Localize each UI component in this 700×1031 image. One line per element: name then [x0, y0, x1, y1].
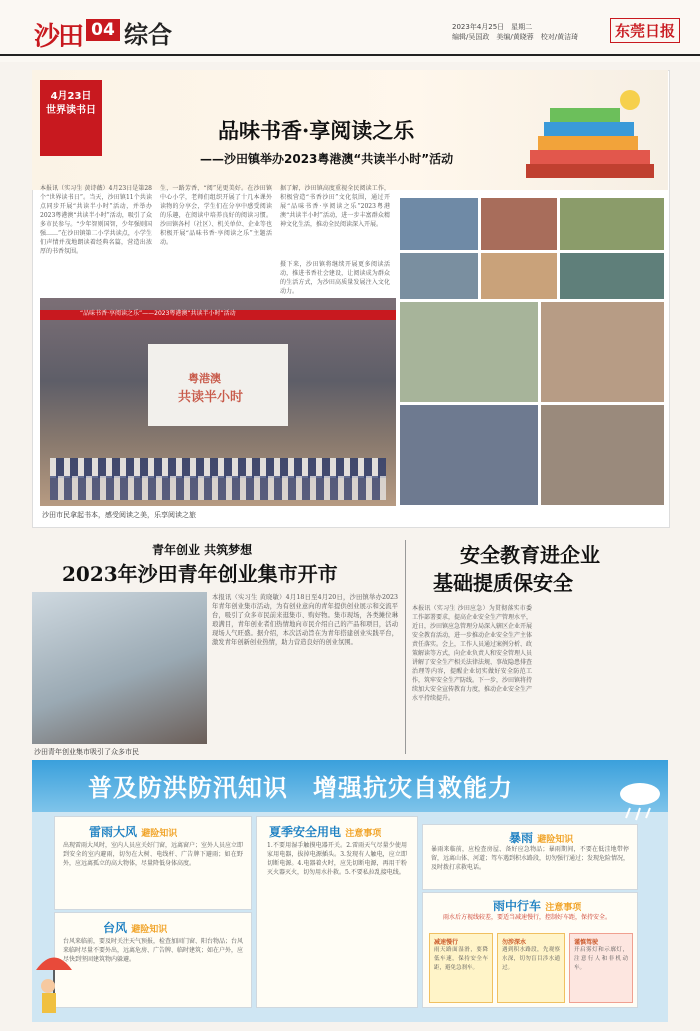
books-illustration — [520, 80, 660, 190]
youth-kicker: 青年创业 共筑梦想 — [152, 543, 253, 557]
photo-youth-market — [32, 592, 207, 744]
screen-text-2: 共读半小时 — [178, 390, 244, 405]
photo-students-reading-1 — [400, 198, 478, 250]
panel-typhoon-text: 台风来临前，要及时关注天气预报，检查加固门窗、阳台物品；台风来临时尽量不要外出，远离危房、广告牌、临时建筑；如在户外，应尽快到坚固建筑物内躲避。 — [63, 938, 244, 963]
editor-line: 编辑/吴国政 美编/黄晓蓉 校对/黄洁琦 — [452, 33, 579, 41]
panel-typhoon-title: 台风 避险知识 — [103, 921, 168, 935]
paper-name: 东莞日报 — [610, 18, 680, 43]
date-ribbon — [40, 80, 102, 156]
youth-title: 2023年沙田青年创业集市开市 — [62, 562, 338, 586]
tip-box-avoid-water-title: 勿涉深水 — [502, 939, 527, 946]
rain-cloud-illustration — [616, 776, 664, 826]
tip-box-slow-down — [429, 933, 493, 1003]
panel-summer-electricity — [256, 816, 418, 1008]
feature-col-2: 生，一路芳香，“阅”见更美好。在沙田镇中心小学，老师们组织开展了十几本课外读物的分享会，学生们在分享中感受阅读的乐趣，在阅读中培养良好的阅读习惯。沙田镇各村（社区）、机关单位、企业等也积极开展“品味书香·享阅读之乐”主题活动。 — [160, 185, 272, 246]
feature-col-3: 据了解，沙田镇高度重视全民阅读工作，积极营造“书香沙田”文化氛围，通过开展“品味书香·享阅读之乐”2023粤港澳“共读半小时”活动，进一步丰富群众精神文化生活，推动全民阅读深入开展。 — [280, 185, 390, 228]
safety-body: 本报讯（实习生 沙田应急）为贯彻落实市委工作部署要求，提高企业安全生产管理水平，近日，沙田镇应急管理分局深入辖区企业开展安全教育活动，进一步推动企业安全生产主体责任落实。会上，工作人员通过案例分析、政策解读等方式，向企业负责人和安全管理人员讲解了安全生产相关法律法规、事故隐患排查治理等内容，提醒企业切实做好安全防范工作，筑牢安全生产防线。下一步，沙田镇将持续加大安全宣传教育力度，推动企业安全生产水平持续提升。 — [412, 605, 533, 702]
tip-box-drive-carefully — [569, 933, 633, 1003]
masthead-rule — [0, 54, 700, 56]
tip-box-slow-down-text: 雨天路面湿滑，要降低车速，保持安全车距，避免急刹车。 — [434, 947, 488, 971]
logo: 沙田 — [34, 22, 83, 52]
masthead-meta — [452, 22, 612, 42]
photo-students-reading-4 — [400, 253, 478, 299]
safety-title-line-2: 基础提质保安全 — [433, 571, 573, 595]
photo-students-reading-3 — [560, 198, 664, 250]
screen-text-1: 粤港澳 — [188, 372, 221, 385]
section-title: 综合 — [124, 21, 172, 49]
photo-students-reading-2 — [481, 198, 557, 250]
tip-box-avoid-water — [497, 933, 565, 1003]
panel-rain-driving-title: 雨中行车 注意事项 — [493, 899, 582, 913]
panel-rainstorm-title: 暴雨 避险知识 — [509, 831, 574, 845]
panel-thunderstorm — [54, 816, 252, 910]
panel-rainstorm — [422, 824, 638, 890]
panel-rain-driving — [422, 892, 638, 1008]
photo-group-reading — [400, 302, 538, 402]
tip-box-avoid-water-text: 遇到积水路段，先观察水深，切勿盲目涉水通过。 — [502, 947, 560, 971]
panel-rainstorm-text: 暴雨来临前，应检查房屋、备好应急物品；暴雨期间，不要在低洼地带停留，远离山体、河道；驾车遇到积水路段，切勿强行通过；发现危险情况，及时拨打求救电话。 — [431, 846, 630, 871]
panel-typhoon — [54, 912, 252, 1008]
feature-title: 品味书香·享阅读之乐 — [218, 118, 415, 143]
date-ribbon-text: 4月23日 世界读书日 — [46, 91, 96, 116]
feature-col-4: 摄下来，沙田镇将继续开展更多阅读活动，推进书香社会建设，让阅读成为群众的生活方式，为沙田高质量发展注入文化动力。 — [280, 261, 390, 295]
column-divider — [405, 540, 406, 754]
tip-box-drive-carefully-text: 开启雾灯和示廓灯，注意行人和非机动车。 — [574, 947, 628, 971]
panel-thunderstorm-title: 雷雨大风 避险知识 — [89, 825, 178, 839]
youth-caption: 沙田青年创业集市吸引了众多市民 — [34, 748, 139, 756]
page-number: 04 — [86, 19, 120, 41]
feature-caption: 沙田市民拿起书本，感受阅读之美，乐享阅读之旅 — [42, 511, 196, 519]
tip-box-drive-carefully-title: 谨慎驾驶 — [574, 939, 599, 946]
photo-staff-reading — [400, 405, 538, 505]
photo-auditorium — [40, 298, 396, 506]
tip-box-slow-down-title: 减速慢行 — [434, 939, 459, 946]
date-line: 2023年4月25日 星期二 — [452, 23, 533, 31]
panel-summer-electricity-text: 1.不要用湿手触摸电器开关。2.雷雨天气尽量少使用家用电器，拔掉电源插头。3.发现有人触电，应立即切断电源。4.电器着火时，应先切断电源，再用干粉灭火器灭火，切勿用水扑救。5.不要私拉乱接电线。 — [267, 842, 407, 876]
feature-col-1: 本报讯（实习生 黄诗薇）4月23日是第28个“世界读书日”。当天，沙田镇11个共读点同步开展“共读半小时”活动，并举办2023粤港澳“共读半小时”活动，吸引了众多市民参与。“少年智则国智，少年强则国强……”在沙田镇第二小学共读点，小学生们声情并茂地朗读着经典名篇，营造出浓厚的书香氛围。 — [40, 185, 152, 255]
flood-title: 普及防洪防汛知识 增强抗灾自救能力 — [88, 774, 513, 802]
photo-students-reading-6 — [560, 253, 664, 299]
safety-title-line-1: 安全教育进企业 — [460, 543, 600, 567]
event-banner-text: “品味书香·享阅读之乐”——2023粤港澳“共读半小时”活动 — [80, 310, 236, 317]
panel-thunderstorm-text: 出现雷雨大风时，室内人员应关好门窗，远离窗户；室外人员应立即到安全的室内避雨，切勿在大树、电线杆、广告牌下避雨；如在野外，应远离孤立的高大物体，尽量降低身体高度。 — [63, 842, 244, 867]
photo-elderly-reading — [541, 405, 664, 505]
panel-rain-driving-intro: 雨水后方视线较差，要适当减速慢行，控制好车距，保持安全。 — [443, 914, 612, 921]
photo-seniors-reading — [541, 302, 664, 402]
feature-subtitle: ——沙田镇举办2023粤港澳“共读半小时”活动 — [200, 152, 454, 166]
photo-students-reading-5 — [481, 253, 557, 299]
youth-body: 本报讯（实习生 黄晓敏）4月18日至4月20日，沙田镇举办2023年青年创业集市活动，为有创业意向的青年提供创业展示和交流平台，吸引了众多市民前来逛集市、购好物。集市现场，各类摊位琳琅满目，青年创业者们热情地向市民介绍自己的产品和项目，活动现场人气旺盛。据介绍，本次活动旨在为青年搭建创业实践平台，激发青年创新创业热情，助力营造良好的创业氛围。 — [212, 594, 398, 646]
umbrella-child-illustration — [34, 940, 74, 1020]
safety-body-cont — [538, 604, 666, 754]
panel-summer-electricity-title: 夏季安全用电 注意事项 — [269, 825, 382, 839]
